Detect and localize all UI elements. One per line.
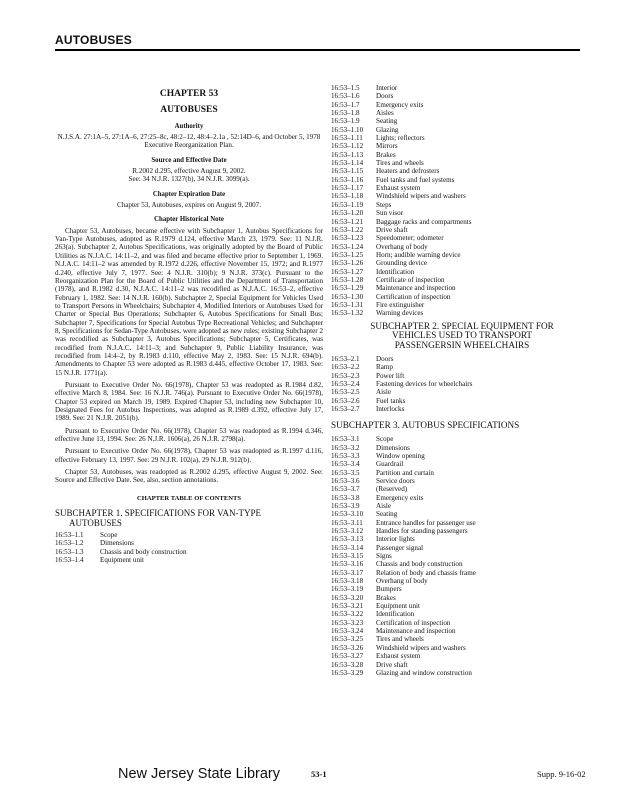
toc-section-number: 16:53–3.3 <box>331 451 360 460</box>
toc-section-number: 16:53–2.3 <box>331 371 360 380</box>
toc-section-title: Ramp <box>376 363 393 372</box>
toc-section-title: Glazing <box>376 125 399 134</box>
history-heading: Chapter Historical Note <box>154 216 224 224</box>
subchapter-2-heading <box>331 322 593 351</box>
toc-section-number: 16:53–3.18 <box>331 577 364 586</box>
toc-entry <box>331 355 593 363</box>
page-footer <box>0 764 620 788</box>
toc-section-title: Drive shaft <box>376 660 408 669</box>
toc-section-number: 16:53–3.26 <box>331 643 364 652</box>
toc-section-title: Dimensions <box>100 539 134 548</box>
subchapter-2-toc <box>331 355 593 413</box>
toc-section-title: Speedometer; odometer <box>376 234 444 243</box>
toc-section-title: Seating <box>376 510 398 519</box>
toc-section-title: Baggage racks and compartments <box>376 217 472 226</box>
toc-entry <box>331 151 593 159</box>
toc-entry <box>331 652 593 660</box>
toc-section-number: 16:53–1.13 <box>331 150 364 159</box>
toc-section-number: 16:53–1.21 <box>331 217 364 226</box>
toc-entry <box>331 544 593 552</box>
toc-entry <box>331 585 593 593</box>
right-column <box>331 84 593 677</box>
toc-section-number: 16:53–1.7 <box>331 100 360 109</box>
toc-section-number: 16:53–1.1 <box>55 531 84 540</box>
toc-entry <box>55 556 323 564</box>
toc-entry <box>331 293 593 301</box>
toc-section-number: 16:53–1.27 <box>331 267 364 276</box>
toc-entry <box>331 218 593 226</box>
toc-entry <box>331 363 593 371</box>
toc-section-number: 16:53–1.28 <box>331 275 364 284</box>
toc-section-title: Dimensions <box>376 443 410 452</box>
toc-entry <box>331 134 593 142</box>
toc-entry <box>331 101 593 109</box>
toc-section-title: Horn; audible warning device <box>376 250 461 259</box>
source-line-1: R.2002 d.295, effective August 9, 2002. <box>132 167 246 176</box>
toc-section-title: Fire extinguisher <box>376 300 425 309</box>
toc-section-number: 16:53–3.29 <box>331 668 364 677</box>
toc-entry <box>331 117 593 125</box>
toc-section-number: 16:53–3.27 <box>331 652 364 661</box>
toc-section-title: Overhang of body <box>376 577 428 586</box>
toc-entry <box>331 397 593 405</box>
toc-section-title: Handles for standing passengers <box>376 527 468 535</box>
toc-section-number: 16:53–2.5 <box>331 388 360 397</box>
expiration-text: Chapter 53, Autobuses, expires on August 9, 2007. <box>116 201 262 210</box>
toc-section-number: 16:53–3.13 <box>331 535 364 544</box>
toc-entry <box>331 444 593 452</box>
toc-entry <box>331 510 593 518</box>
toc-section-number: 16:53–3.8 <box>331 493 360 502</box>
toc-section-number: 16:53–1.16 <box>331 175 364 184</box>
toc-section-title: Service doors <box>376 476 415 485</box>
toc-section-number: 16:53–2.1 <box>331 355 360 364</box>
toc-section-title: Glazing and window construction <box>376 668 472 677</box>
toc-section-number: 16:53–1.4 <box>55 556 84 565</box>
toc-entry <box>331 159 593 167</box>
toc-section-title: Relation of body and chassis frame <box>376 568 476 577</box>
toc-entry <box>55 539 323 547</box>
toc-section-number: 16:53–3.14 <box>331 543 364 552</box>
toc-section-number: 16:53–1.9 <box>331 117 360 126</box>
toc-entry <box>331 435 593 443</box>
left-column <box>55 84 323 564</box>
toc-section-number: 16:53–3.11 <box>331 518 363 527</box>
toc-section-title: Exhaust system <box>376 652 421 661</box>
toc-section-number: 16:53–1.32 <box>331 309 364 318</box>
toc-entry <box>331 635 593 643</box>
toc-section-title: Window opening <box>376 451 425 460</box>
toc-entry <box>331 201 593 209</box>
toc-entry <box>331 469 593 477</box>
toc-entry <box>331 669 593 677</box>
subchapter-3-toc <box>331 435 593 677</box>
toc-section-number: 16:53–3.15 <box>331 552 364 561</box>
history-paragraph: Chapter 53, Autobuses, became effective with Subchapter 1, Autobus Specifications for Van-Type Autobuses, adopted as R.1979 d.124, effective March 23, 1979. See: 11 N.J.R. 263(a). Subchapter 2, Autobus Specifications, was originally adopted by the Board of Public Utilities as N.J.A.C. 14:11–2, and was filed and became effective prior to September 1, 1969. N.J.A.C. 14:11–2 was amended by R.1972 d.226, effective November 15, 1972; and R.1977 d.240, effective July 7, 1977. See: 4 N.J.R. 310(b); 9 N.J.R. 373(c). Pursuant to the Reorganization Plan for the Board of Public Utilities and the Department of Transportation (1978), and R.1982 d.30, N.J.A.C. 14:11–2 was recodified as N.J.A.C. 16:53–2, effective February 1, 1982. See: 14 N.J.R. 160(b). Subchapter 2, Special Equipment for Vehicles Used to Transport Persons in Wheelchairs; Subchapter 4, Modified Interiors or Autobuses Used for Charter or Special Bus Operations; Subchapter 6, Autobus Specifications for Small Bus; Subchapter 7, Specifications for Special Autobus Type Recreational Vehicles; and Subchapter 8, Specifications for Sedan-Type Autobuses, were adopted as new rules; existing Subchapter 2 was recodified as Subchapter 3, Autobus Specifications; Subchapter 5, Certificates, was recodified from N.J.A.C. 14:11–3; and Subchapter 9, Public Liability Insurance, was recodified from 14:4–2, by R.1983 d.110, effective May 2, 1983. See: 15 N.J.R. 694(b). Amendments to Chapter 53 were adopted as R.1983 d.445, effective October 17, 1983. See: 15 N.J.R. 1771(a). <box>55 226 323 377</box>
subchapter-1-toc <box>55 531 323 564</box>
toc-section-title: Tires and wheels <box>376 159 424 168</box>
toc-section-title: Exhaust system <box>376 184 421 193</box>
toc-section-title: Grounding device <box>376 259 428 268</box>
supplement-date: Supp. 9-16-02 <box>537 769 586 779</box>
toc-section-number: 16:53–3.20 <box>331 593 364 602</box>
toc-entry <box>331 268 593 276</box>
toc-section-number: 16:53–3.23 <box>331 618 364 627</box>
toc-section-title: Interlocks <box>376 405 405 414</box>
toc-entry <box>331 552 593 560</box>
toc-section-title: Certification of inspection <box>376 618 451 627</box>
toc-entry <box>331 309 593 317</box>
toc-section-number: 16:53–1.8 <box>331 109 360 118</box>
toc-entry <box>331 109 593 117</box>
toc-section-title: Chassis and body construction <box>376 560 463 569</box>
toc-entry <box>55 531 323 539</box>
toc-entry <box>331 167 593 175</box>
toc-section-title: Maintenance and inspection <box>376 627 456 636</box>
toc-entry <box>331 184 593 192</box>
history-paragraph: Chapter 53, Autobuses, was readopted as R.2002 d.295, effective August 9, 2002. See: Source and Effective Date. See, also, section annotations. <box>55 468 323 485</box>
toc-section-number: 16:53–1.12 <box>331 142 364 151</box>
toc-section-title: Interior lights <box>376 535 415 544</box>
toc-section-number: 16:53–3.4 <box>331 460 360 469</box>
toc-entry <box>331 388 593 396</box>
toc-section-title: Scope <box>376 435 394 444</box>
toc-entry <box>331 519 593 527</box>
toc-section-number: 16:53–2.6 <box>331 396 360 405</box>
toc-section-title: Scope <box>100 531 118 540</box>
toc-entry <box>331 284 593 292</box>
toc-entry <box>331 577 593 585</box>
subchapter-1-title: SUBCHAPTER 1. SPECIFICATIONS FOR VAN-TYPE <box>55 508 261 519</box>
toc-section-number: 16:53–3.21 <box>331 602 364 611</box>
toc-entry <box>331 602 593 610</box>
toc-section-title: Windshield wipers and washers <box>376 192 466 201</box>
toc-entry <box>331 619 593 627</box>
toc-section-number: 16:53–3.9 <box>331 501 360 510</box>
toc-entry <box>331 527 593 535</box>
toc-section-title: Identification <box>376 610 415 619</box>
page-number: 53-1 <box>311 769 327 779</box>
toc-section-title: Equipment unit <box>376 602 420 611</box>
toc-section-title: Steps <box>376 200 392 209</box>
toc-section-title: Emergency exits <box>376 100 424 109</box>
expiration-heading: Chapter Expiration Date <box>152 190 226 198</box>
toc-section-number: 16:53–1.3 <box>55 547 84 556</box>
toc-section-title: Windshield wipers and washers <box>376 643 466 652</box>
toc-entry <box>331 535 593 543</box>
toc-entry <box>331 380 593 388</box>
library-watermark: New Jersey State Library <box>118 766 280 782</box>
toc-section-title: Interior <box>376 84 398 92</box>
subchapter-1-title-cont: AUTOBUSES <box>69 517 122 528</box>
subchapter-3-heading <box>331 421 593 431</box>
toc-entry <box>331 84 593 92</box>
toc-section-title: Doors <box>376 355 394 364</box>
subchapter-2-title: SUBCHAPTER 2. SPECIAL EQUIPMENT FOR <box>370 320 554 331</box>
toc-section-title: Brakes <box>376 150 396 159</box>
toc-entry <box>331 192 593 200</box>
subchapter-2-title-cont: VEHICLES USED TO TRANSPORT <box>391 330 533 341</box>
toc-entry <box>331 126 593 134</box>
toc-section-title: Aisles <box>376 109 394 118</box>
toc-section-number: 16:53–3.25 <box>331 635 364 644</box>
header-rule <box>55 49 580 51</box>
running-header: AUTOBUSES <box>55 33 132 47</box>
toc-section-title: Doors <box>376 92 394 101</box>
toc-entry <box>331 502 593 510</box>
toc-section-number: 16:53–3.12 <box>331 527 364 535</box>
toc-section-number: 16:53–1.22 <box>331 225 364 234</box>
subchapter-2-title-cont: PASSENGERSIN WHEELCHAIRS <box>394 340 530 351</box>
toc-section-number: 16:53–3.6 <box>331 476 360 485</box>
toc-entry <box>331 276 593 284</box>
toc-section-title: Partition and curtain <box>376 468 434 477</box>
toc-entry <box>331 569 593 577</box>
toc-entry <box>331 661 593 669</box>
toc-entry <box>331 234 593 242</box>
toc-section-number: 16:53–3.2 <box>331 443 360 452</box>
toc-section-title: Seating <box>376 117 398 126</box>
toc-section-title: Fuel tanks <box>376 396 406 405</box>
toc-section-number: 16:53–1.23 <box>331 234 364 243</box>
subchapter-1-toc-continued <box>331 84 593 318</box>
toc-section-title: Aisle <box>376 388 391 397</box>
toc-section-number: 16:53–1.20 <box>331 209 364 218</box>
chapter-number: CHAPTER 53 <box>159 89 219 99</box>
toc-entry <box>331 142 593 150</box>
toc-section-number: 16:53–3.5 <box>331 468 360 477</box>
toc-section-title: Fuel tanks and fuel systems <box>376 175 455 184</box>
toc-section-number: 16:53–1.29 <box>331 284 364 293</box>
toc-entry <box>331 92 593 100</box>
toc-section-title: Certification of inspection <box>376 292 451 301</box>
toc-section-title: Chassis and body construction <box>100 547 187 556</box>
toc-entry <box>331 560 593 568</box>
toc-section-title: Fastening devices for wheelchairs <box>376 380 473 389</box>
toc-section-title: Power lift <box>376 371 405 380</box>
toc-section-number: 16:53–1.5 <box>331 84 360 92</box>
toc-section-title: Aisle <box>376 501 391 510</box>
toc-section-number: 16:53–1.11 <box>331 134 363 143</box>
toc-section-title: (Reserved) <box>376 485 408 494</box>
toc-section-title: Overhang of body <box>376 242 428 251</box>
toc-section-number: 16:53–3.7 <box>331 485 360 494</box>
toc-entry <box>331 452 593 460</box>
toc-entry <box>331 372 593 380</box>
toc-section-title: Emergency exits <box>376 493 424 502</box>
chapter-title: AUTOBUSES <box>160 105 218 116</box>
toc-section-number: 16:53–1.14 <box>331 159 364 168</box>
toc-section-number: 16:53–1.25 <box>331 250 364 259</box>
toc-entry <box>331 644 593 652</box>
toc-section-title: Mirrors <box>376 142 398 151</box>
toc-section-title: Warning devices <box>376 309 424 318</box>
toc-section-number: 16:53–3.28 <box>331 660 364 669</box>
toc-section-title: Equipment unit <box>100 556 144 565</box>
subchapter-3-title: SUBCHAPTER 3. AUTOBUS SPECIFICATIONS <box>331 420 520 431</box>
toc-section-number: 16:53–1.31 <box>331 300 364 309</box>
authority-text: N.J.S.A. 27:1A–5, 27:1A–6, 27:25–8c, 48:2–12, 48:4–2.1a , 52:14D–6, and October 5, 1978 Executive Reorganization Plan. <box>57 133 321 150</box>
toc-section-title: Sun visor <box>376 209 403 218</box>
toc-section-title: Signs <box>376 552 392 561</box>
toc-entry <box>331 405 593 413</box>
authority-heading: Authority <box>174 122 204 130</box>
toc-section-number: 16:53–2.4 <box>331 380 360 389</box>
toc-entry <box>331 209 593 217</box>
toc-section-number: 16:53–3.10 <box>331 510 364 519</box>
toc-section-number: 16:53–2.2 <box>331 363 360 372</box>
toc-entry <box>331 477 593 485</box>
history-paragraph: Pursuant to Executive Order No. 66(1978), Chapter 53 was readopted as R.1997 d.116, effective February 13, 1997. See: 29 N.J.R. 102(a), 29 N.J.R. 912(b). <box>55 447 323 464</box>
toc-entry <box>331 610 593 618</box>
toc-section-number: 16:53–3.22 <box>331 610 364 619</box>
toc-entry <box>331 243 593 251</box>
toc-section-number: 16:53–3.1 <box>331 435 360 444</box>
toc-entry <box>331 627 593 635</box>
toc-section-number: 16:53–2.7 <box>331 405 360 414</box>
toc-section-number: 16:53–1.2 <box>55 539 84 548</box>
history-paragraph: Pursuant to Executive Order No. 66(1978), Chapter 53 was readopted as R.1994 d.346, effective June 13, 1994. See: 26 N.J.R. 1606(a), 26 N.J.R. 2798(a). <box>55 426 323 444</box>
toc-section-number: 16:53–1.26 <box>331 259 364 268</box>
toc-section-number: 16:53–1.10 <box>331 125 364 134</box>
source-line-2: See: 34 N.J.R. 1327(b), 34 N.J.R. 3099(a). <box>128 175 250 184</box>
toc-entry <box>331 226 593 234</box>
toc-entry <box>331 594 593 602</box>
toc-section-title: Heaters and defrosters <box>376 167 440 176</box>
toc-heading: CHAPTER TABLE OF CONTENTS <box>136 494 242 502</box>
toc-section-title: Tires and wheels <box>376 635 424 644</box>
subchapter-1-heading <box>55 509 323 528</box>
toc-section-number: 16:53–1.15 <box>331 167 364 176</box>
toc-section-number: 16:53–3.19 <box>331 585 364 594</box>
history-paragraph: Pursuant to Executive Order No. 66(1978), Chapter 53 was readopted as R.1984 d.82, effective March 8, 1984. See: 16 N.J.R. 746(a). Pursuant to Executive Order No. 66(1978), Chapter 53 expired on March 19, 1989. Expired Chapter 53, including new Subchapter 10, Designated Fees for Autobus Inspections, was adopted as R.1989 d.392, effective July 17, 1989. See: 21 N.J.R. 2051(b). <box>55 380 323 423</box>
toc-section-title: Brakes <box>376 593 396 602</box>
toc-entry <box>331 460 593 468</box>
toc-section-title: Identification <box>376 267 415 276</box>
toc-section-number: 16:53–1.19 <box>331 200 364 209</box>
toc-section-number: 16:53–3.16 <box>331 560 364 569</box>
toc-entry <box>331 176 593 184</box>
toc-entry <box>331 259 593 267</box>
toc-section-title: Passenger signal <box>376 543 424 552</box>
toc-entry <box>331 494 593 502</box>
toc-section-number: 16:53–1.30 <box>331 292 364 301</box>
toc-section-title: Certificate of inspection <box>376 275 445 284</box>
toc-entry <box>331 485 593 493</box>
toc-section-number: 16:53–1.18 <box>331 192 364 201</box>
toc-section-number: 16:53–3.17 <box>331 568 364 577</box>
toc-section-number: 16:53–1.6 <box>331 92 360 101</box>
toc-section-number: 16:53–3.24 <box>331 627 364 636</box>
toc-entry <box>55 548 323 556</box>
toc-entry <box>331 301 593 309</box>
toc-section-title: Entrance handles for passenger use <box>376 518 476 527</box>
toc-section-number: 16:53–1.24 <box>331 242 364 251</box>
toc-section-number: 16:53–1.17 <box>331 184 364 193</box>
toc-section-title: Bumpers <box>376 585 402 594</box>
toc-section-title: Lights; reflectors <box>376 134 425 143</box>
toc-section-title: Guardrail <box>376 460 404 469</box>
source-heading: Source and Effective Date <box>151 156 227 164</box>
toc-section-title: Drive shaft <box>376 225 408 234</box>
toc-entry <box>331 251 593 259</box>
toc-section-title: Maintenance and inspection <box>376 284 456 293</box>
